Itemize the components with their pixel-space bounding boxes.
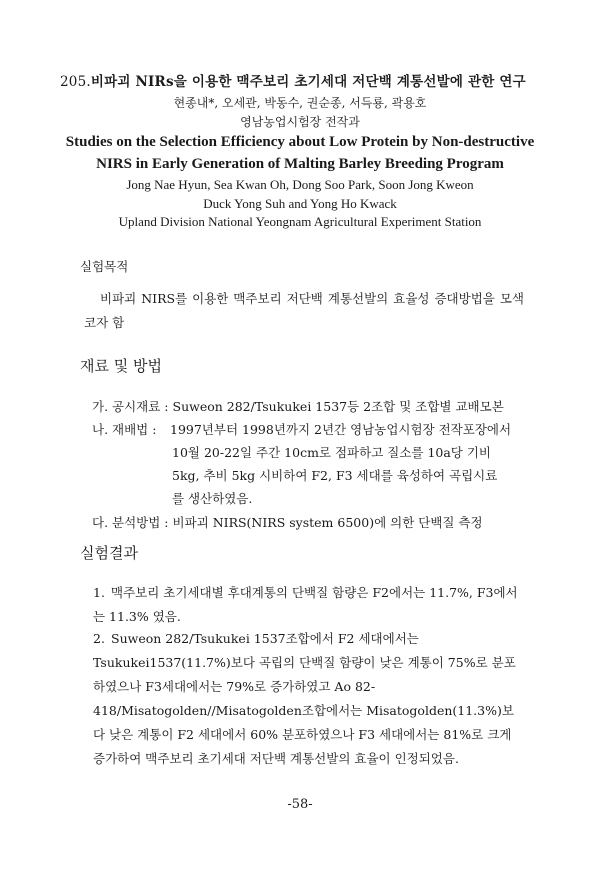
methods-item-a [92, 397, 504, 415]
methods-item-text: Suweon 282/Tsukukei 1537등 2조합 및 조합별 교배모본 [172, 399, 504, 414]
results-heading: 실험결과 [80, 544, 138, 562]
methods-item-b-line4: 를 생산하였음. [172, 491, 253, 506]
methods-item-text: 비파괴 NIRS(NIRS system 6500)에 의한 단백질 측정 [172, 515, 483, 530]
results-item-number: 1. [93, 585, 105, 600]
authors-en-line2: Duck Yong Suh and Yong Ho Kwack [203, 196, 397, 211]
paper-number: 205. [60, 74, 91, 90]
methods-item-c [92, 513, 483, 531]
objective-text: 비파괴 NIRS를 이용한 맥주보리 저단백 계통선발의 효율성 증대방법을 모색코자 함 [84, 291, 524, 330]
methods-item-text: 1997년부터 1998년까지 2년간 영남농업시험장 전작포장에서 [170, 422, 512, 437]
title-en-line1: Studies on the Selection Efficiency about Low Protein by Non-destructive [65, 134, 535, 150]
methods-item-b-line2: 10월 20-22일 주간 10cm로 점파하고 질소를 10a당 기비 [172, 445, 491, 460]
paper-title-ko [60, 70, 526, 90]
affiliation-en: Upland Division National Yeongnam Agricultural Experiment Station [118, 214, 482, 229]
methods-item-label: 나. 재배법 : [92, 422, 157, 437]
methods-item-label: 가. 공시재료 : [92, 399, 169, 414]
authors-en-line1: Jong Nae Hyun, Sea Kwan Oh, Dong Soo Park, Soon Jong Kweon [126, 177, 474, 192]
title-ko-text: 비파괴 NIRs을 이용한 맥주보리 초기세대 저단백 계통선발에 관한 연구 [90, 74, 526, 90]
affiliation-ko: 영남농업시험장 전작과 [240, 115, 360, 129]
results-item-text: Suweon 282/Tsukukei 1537조합에서 F2 세대에서는 Tsukukei1537(11.7%)보다 곡립의 단백질 함량이 낮은 계통이 75%로 분포 하였으나 F3세대에서는 79%로 증가하였고 Ao 82-418/Misatogolden//Misatogolden조합에서는 Misatogolden(11.3%)보다 낮은 계통이 F2 세대에서 60% 분포하였으나 F3 세대에서는 81%로 크게 증가하여 맥주보리 초기세대 저단백 계통선발의 효율이 인정되었음. [93, 631, 516, 766]
methods-heading: 재료 및 방법 [80, 357, 162, 375]
methods-item-b [92, 420, 511, 438]
page-number: -58- [287, 797, 313, 812]
results-item-1 [93, 581, 523, 629]
results-item-text: 맥주보리 초기세대별 후대계통의 단백질 함량은 F2에서는 11.7%, F3에서는 11.3% 였음. [93, 585, 518, 624]
results-item-number: 2. [93, 631, 105, 646]
title-en-line2: NIRS in Early Generation of Malting Barley Breeding Program [96, 156, 504, 172]
methods-item-label: 다. 분석방법 : [92, 515, 169, 530]
results-item-2 [93, 627, 523, 771]
authors-ko: 현종내*, 오세관, 박동수, 권순종, 서득룡, 곽용호 [173, 96, 427, 110]
objective-heading: 실험목적 [80, 259, 129, 274]
methods-item-b-line3: 5kg, 추비 5kg 시비하여 F2, F3 세대를 육성하여 곡립시료 [172, 468, 498, 483]
